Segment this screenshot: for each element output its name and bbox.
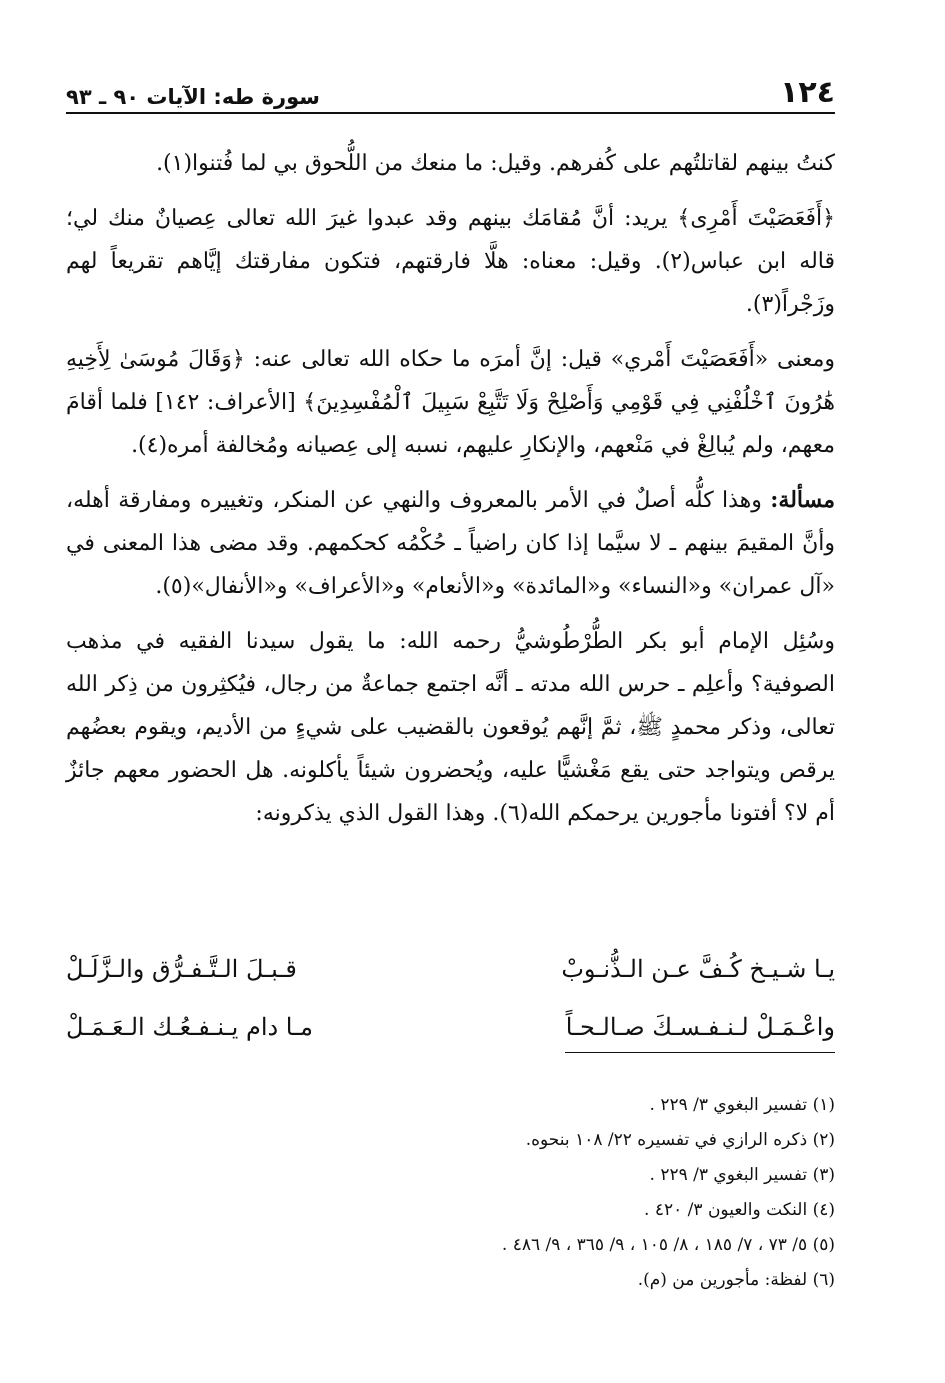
poem-hemistich-1: واعْـمَـلْ لـنـفـسـكَ صـالـحـاً (565, 1013, 835, 1041)
paragraph-3: ومعنى «أَفَعَصَيْتَ أَمْري» قيل: إنَّ أمرَه ما حكاه الله تعالى عنه: ﴿وَقَالَ مُوسَىٰ لِأَخِيهِ هَٰرُونَ ٱخْلُفْنِي فِي قَوْمِي وَأَصْلِحْ وَلَا تَتَّبِعْ سَبِيلَ ٱلْمُفْسِدِينَ﴾ [الأعراف: ١٤٢] فلما أقامَ معهم، ولم يُبالِغْ في مَنْعهم، والإنكارِ عليهم، نسبه إلى عِصيانه ومُخالفة أمره(٤). (66, 347, 835, 458)
page-number: ١٢٤ (780, 75, 835, 110)
poem (66, 940, 835, 1056)
paragraph-1: كنتُ بينهم لقاتلتُهم على كُفرهم. وقيل: ما منعك من اللُّحوق بي لما فُتنوا(١). (156, 151, 835, 176)
paragraph-2: ﴿أَفَعَصَيْتَ أَمْرِى﴾ يريد: أنَّ مُقامَك بينهم وقد عبدوا غيرَ الله تعالى عِصيانٌ منك لي؛ قاله ابن عباس(٢). وقيل: معناه: هلَّا فارقتهم، فتكون مفارقتك إيَّاهم تقريعاً لهم وزَجْراً(٣). (66, 206, 836, 317)
footnote-3: (٣) تفسير البغوي ٣/ ٢٢٩ . (649, 1165, 835, 1185)
issue-text: وهذا كلُّه أصلٌ في الأمر بالمعروف والنهي عن المنكر، وتغييره ومفارقة أهله، وأنَّ المقيمَ بينهم ـ لا سيَّما إذا كان راضياً ـ حُكْمُه كحكمهم. وقد مضى هذا المعنى في «آل عمران» و«النساء» و«المائدة» و«الأنعام» و«الأعراف» و«الأنفال»(٥). (66, 488, 835, 599)
poem-line (66, 998, 835, 1056)
main-text (66, 142, 835, 847)
footnote-6: (٦) لفظة: مأجورين من (م). (637, 1270, 835, 1290)
page-header (66, 66, 835, 114)
poem-hemistich-1: يـا شـيـخ كُـفَّ عـن الـذُّنـوبْ (561, 955, 835, 983)
poem-hemistich-2: مـا دام يـنـفـعُـك الـعَـمَـلْ (66, 1013, 313, 1041)
footnote-4: (٤) النكت والعيون ٣/ ٤٢٠ . (644, 1200, 835, 1220)
footnote-5: (٥) ٥/ ٧٣ ، ٧/ ١٨٥ ، ٨/ ١٠٥ ، ٩/ ٣٦٥ ، ٩/ ٤٨٦ . (501, 1235, 835, 1255)
footnote-divider (565, 1052, 835, 1053)
footnotes (66, 1088, 835, 1298)
paragraph-5: وسُئِل الإمام أبو بكر الطُّرْطُوشيُّ رحمه الله: ما يقول سيدنا الفقيه في مذهب الصوفية؟ وأعلِم ـ حرس الله مدته ـ أنَّه اجتمع جماعةٌ من رجال، فيُكثِرون من ذِكر الله تعالى، وذكر محمدٍ ﷺ، ثمَّ إنَّهم يُوقعون بالقضيب على شيءٍ من الأديم، ويقوم بعضُهم يرقص ويتواجد حتى يقع مَغْشيًّا عليه، ويُحضرون شيئاً يأكلونه. هل الحضور معهم جائزٌ أم لا؟ أفتونا مأجورين يرحمكم الله(٦). وهذا القول الذي يذكرونه: (66, 629, 835, 826)
footnote-1: (١) تفسير البغوي ٣/ ٢٢٩ . (649, 1095, 835, 1115)
paragraph-4 (66, 479, 835, 608)
issue-label: مسألة: (770, 487, 836, 513)
poem-line (66, 940, 835, 998)
poem-hemistich-2: قـبـلَ الـتَّـفـرُّق والـزَّلَـلْ (66, 955, 297, 983)
running-title: سورة طه: الآيات ٩٠ ـ ٩٣ (66, 85, 320, 109)
footnote-2: (٢) ذكره الرازي في تفسيره ٢٢/ ١٠٨ بنحوه. (525, 1130, 835, 1150)
